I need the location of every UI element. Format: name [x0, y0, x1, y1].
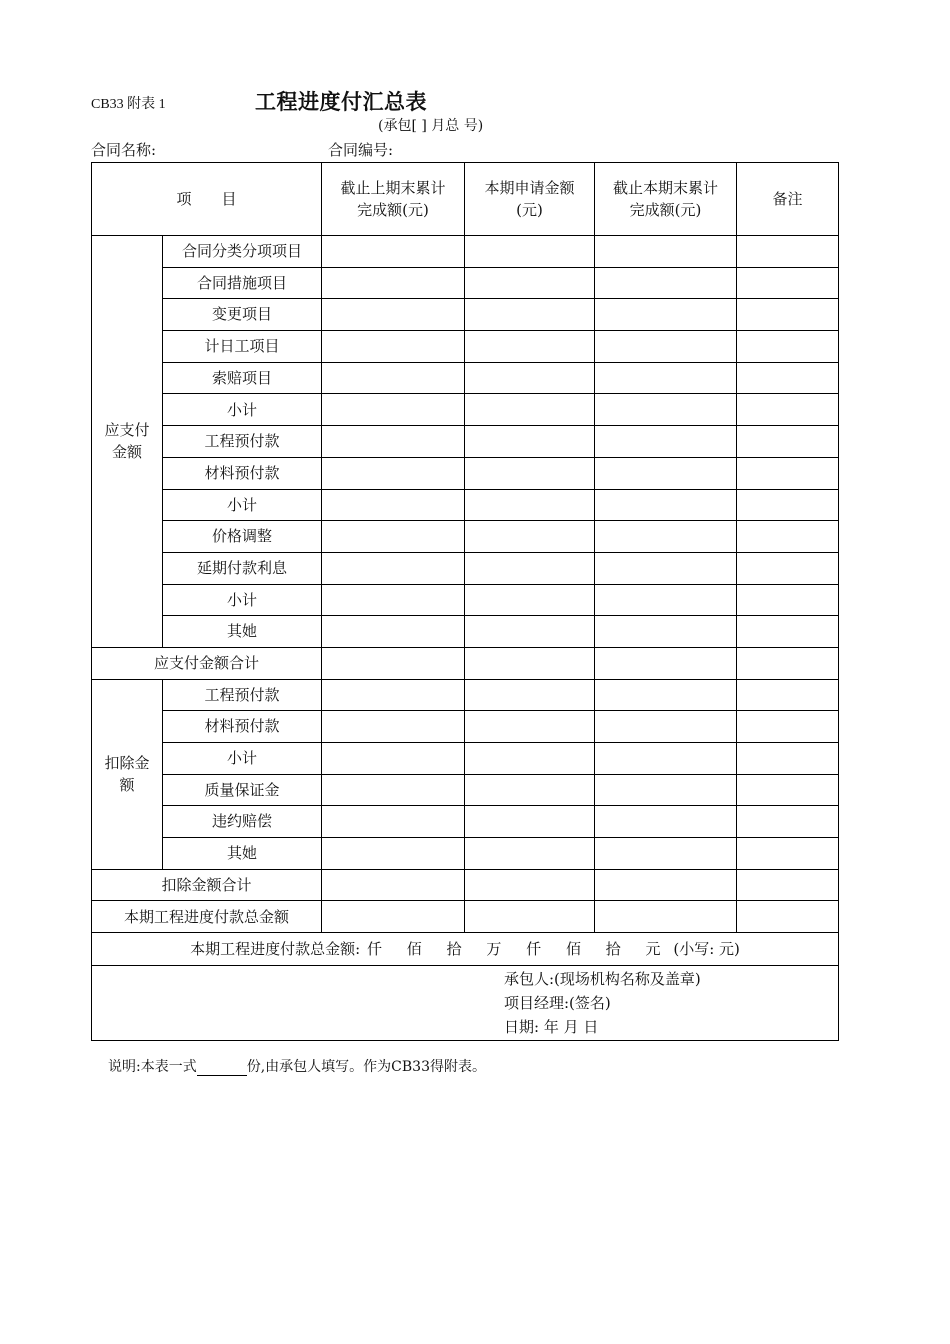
contract-name-label: 合同名称: [91, 141, 157, 159]
row-label: 变更项目 [163, 299, 322, 331]
row-label: 小计 [163, 489, 322, 521]
row-label: 小计 [163, 743, 322, 775]
header-current-amount: 本期申请金额 (元) [465, 163, 595, 236]
row-label: 小计 [163, 584, 322, 616]
header-note: 备注 [737, 163, 839, 236]
copies-blank [197, 1061, 247, 1076]
signature-block [92, 966, 839, 1041]
payment-summary-table [91, 162, 839, 1041]
row-label: 质量保证金 [163, 774, 322, 806]
row-label: 违约赔偿 [163, 806, 322, 838]
contract-no-label: 合同编号: [328, 141, 394, 159]
header-cumulative: 截止本期末累计 完成额(元) [595, 163, 737, 236]
group-payable: 应支付 金额 [92, 236, 163, 648]
row-label: 材料预付款 [163, 457, 322, 489]
row-label: 延期付款利息 [163, 552, 322, 584]
row-label: 索赔项目 [163, 362, 322, 394]
deduct-total-label: 扣除金额合计 [92, 869, 322, 901]
page-title: 工程进度付汇总表 [255, 90, 427, 114]
row-label: 价格调整 [163, 521, 322, 553]
header-prev-cumulative: 截止上期末累计 完成额(元) [322, 163, 465, 236]
form-code: CB33 附表 1 [91, 97, 166, 112]
period-total-label: 本期工程进度付款总金额 [92, 901, 322, 933]
row-label: 合同措施项目 [163, 267, 322, 299]
contractor-label: 承包人:(现场机构名称及盖章) [504, 970, 701, 989]
row-label: 工程预付款 [163, 679, 322, 711]
manager-label: 项目经理:(签名) [504, 994, 611, 1013]
row-label: 工程预付款 [163, 426, 322, 458]
amount-in-words: 本期工程进度付款总金额: 仟 佰 拾 万 仟 佰 拾 元 (小写: 元) [92, 933, 839, 966]
header-item: 项 目 [92, 163, 322, 236]
footnote: 说明:本表一式 份,由承包人填写。作为CB33得附表。 [108, 1059, 486, 1075]
row-label: 材料预付款 [163, 711, 322, 743]
payable-total-label: 应支付金额合计 [92, 647, 322, 679]
subtitle: (承包[ ] 月总 号) [378, 118, 484, 134]
row-label: 合同分类分项项目 [163, 236, 322, 268]
row-label: 其她 [163, 616, 322, 648]
group-deduct: 扣除金 额 [92, 679, 163, 869]
row-label: 其她 [163, 838, 322, 870]
row-label: 小计 [163, 394, 322, 426]
date-label: 日期: 年 月 日 [504, 1018, 599, 1037]
row-label: 计日工项目 [163, 331, 322, 363]
